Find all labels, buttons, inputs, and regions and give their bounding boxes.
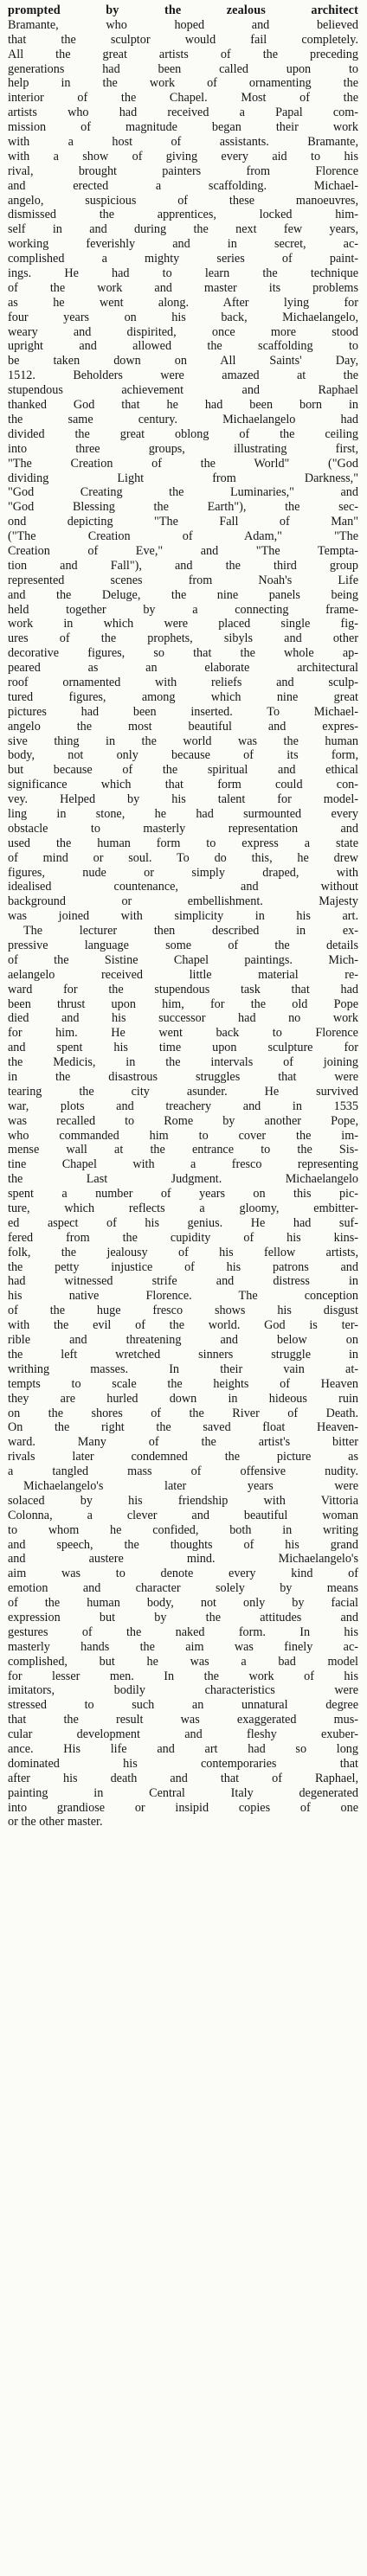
article-line: dominated his contemporaries that xyxy=(8,1756,358,1771)
article-line: thanked God that he had been born in xyxy=(8,398,358,413)
article-line: significance which that form could con- xyxy=(8,778,358,792)
article-line: in the disastrous struggles that were xyxy=(8,1070,358,1085)
article-line: of the work and master its problems xyxy=(8,280,358,295)
article-line: the same century. Michaelangelo had xyxy=(8,412,358,426)
article-line: had witnessed strife and distress in xyxy=(8,1274,358,1289)
article-line: pictures had been inserted. To Michael- xyxy=(8,704,358,719)
article-line: divided the great oblong of the ceiling xyxy=(8,426,358,441)
article-line: of the human body, not only by facial xyxy=(8,1596,358,1611)
article-line: a tangled mass of offensive nudity. xyxy=(8,1464,358,1479)
article-line: imitators, bodily characteristics were xyxy=(8,1683,358,1698)
article-line: tine Chapel with a fresco representing xyxy=(8,1157,358,1172)
article-line: roof ornamented with reliefs and sculp- xyxy=(8,675,358,689)
article-line: and austere mind. Michaelangelo's xyxy=(8,1552,358,1567)
article-line: angelo the most beautiful and expres- xyxy=(8,719,358,734)
article-line: but because of the spiritual and ethical xyxy=(8,763,358,778)
article-line: ling in stone, he had surmounted every xyxy=(8,806,358,821)
article-line: pressive language some of the details xyxy=(8,939,358,952)
article-line: angelo, suspicious of these manoeuvres, xyxy=(8,193,358,208)
article-line: Michaelangelo's later years were xyxy=(23,1478,358,1493)
article-line: with a show of giving every aid to his xyxy=(8,149,358,163)
article-line: spent a number of years on this pic- xyxy=(8,1187,358,1201)
article-line: dismissed the apprentices, locked him- xyxy=(8,208,358,222)
article-line: idealised countenance, and without xyxy=(8,880,358,894)
article-line: upright and allowed the scaffolding to xyxy=(8,339,358,354)
article-line: after his death and that of Raphael, xyxy=(8,1771,358,1785)
article-line: dividing Light from Darkness," xyxy=(8,471,358,485)
article-line: with the evil of the world. God is ter- xyxy=(8,1318,358,1333)
article-line: represented scenes from Noah's Life xyxy=(8,573,358,587)
article-line: mense wall at the entrance to the Sis- xyxy=(8,1143,358,1157)
article-line: rival, brought painters from Florence xyxy=(8,163,358,178)
article-line: who commanded him to cover the im- xyxy=(8,1128,358,1143)
article-line: tured figures, among which nine great xyxy=(8,689,358,704)
article-line: solaced by his friendship with Vittoria xyxy=(8,1493,358,1508)
article-line: or the other master. xyxy=(8,1815,103,1829)
article-line: for lesser men. In the work of his xyxy=(8,1669,358,1683)
article-line: The lecturer then described in ex- xyxy=(23,924,358,939)
article-line: rivals later condemned the picture as xyxy=(8,1450,358,1464)
article-line: on the shores of the River of Death. xyxy=(8,1406,358,1420)
article-line: painting in Central Italy degenerated xyxy=(8,1785,358,1800)
article-line: On the right the saved float Heaven- xyxy=(8,1420,358,1435)
article-line: his native Florence. The conception xyxy=(8,1289,358,1304)
article-line: for him. He went back to Florence xyxy=(8,1026,358,1041)
article-line: and erected a scaffolding. Michael- xyxy=(8,178,358,193)
article-line: of mind or soul. To do this, he drew xyxy=(8,850,358,865)
article-line: as he went along. After lying for xyxy=(8,295,358,310)
article-line: that the result was exaggerated mus- xyxy=(8,1713,358,1727)
article-line: prompted by the zealous architect xyxy=(8,3,358,17)
article-line: they are hurled down in hideous ruin xyxy=(8,1391,358,1406)
article-line: ture, which reflects a gloomy, embitter- xyxy=(8,1201,358,1216)
article-line: self in and during the next few years, xyxy=(8,222,358,237)
article-line: tion and Fall"), and the third group xyxy=(8,558,358,573)
article-line: "The Creation of the World" ("God xyxy=(8,456,358,471)
article-line: the Medicis, in the intervals of joining xyxy=(8,1055,358,1070)
article-line: peared as an elaborate architectural xyxy=(8,661,358,676)
article-line: help in the work of ornamenting the xyxy=(8,76,358,91)
article-line: weary and dispirited, once more stood xyxy=(8,324,358,339)
article-line: was recalled to Rome by another Pope, xyxy=(8,1113,358,1128)
article-line: working feverishly and in secret, ac- xyxy=(8,237,358,252)
article-line: ed aspect of his genius. He had suf- xyxy=(8,1215,358,1230)
article-line: complished, but he was a bad model xyxy=(8,1654,358,1669)
article-line: been thrust upon him, for the old Pope xyxy=(8,996,358,1011)
article-line: vey. Helped by his talent for model- xyxy=(8,792,358,807)
article-line: ("The Creation of Adam," "The xyxy=(8,529,358,544)
article-line: and speech, the thoughts of his grand xyxy=(8,1537,358,1552)
article-line: stupendous achievement and Raphael xyxy=(8,383,358,398)
article-line: writhing masses. In their vain at- xyxy=(8,1362,358,1376)
article-line: folk, the jealousy of his fellow artists, xyxy=(8,1245,358,1259)
article-line: Bramante, who hoped and believed xyxy=(8,17,358,32)
article-line: rible and threatening and below on xyxy=(8,1333,358,1348)
article-line: "God Creating the Luminaries," and xyxy=(8,485,358,500)
article-line: 1512. Beholders were amazed at the xyxy=(8,368,358,383)
article-line: fered from the cupidity of his kins- xyxy=(8,1230,358,1245)
article-line: artists who had received a Papal com- xyxy=(8,106,358,120)
article-line: ings. He had to learn the technique xyxy=(8,266,358,281)
article-line: died and his successor had no work xyxy=(8,1011,358,1026)
article-line: ures of the prophets, sibyls and other xyxy=(8,631,358,646)
article-line: work in which were placed single fig- xyxy=(8,617,358,631)
article-line: aelangelo received little material re- xyxy=(8,967,358,982)
article-line: the left wretched sinners struggle in xyxy=(8,1347,358,1362)
article-line: interior of the Chapel. Most of the xyxy=(8,91,358,106)
article-line: mission of magnitude began their work xyxy=(8,120,358,135)
article-line: complished a mighty series of paint- xyxy=(8,252,358,266)
article-line: be taken down on All Saints' Day, xyxy=(8,354,358,368)
article-line: ance. His life and art had so long xyxy=(8,1741,358,1756)
article-line: body, not only because of its form, xyxy=(8,748,358,763)
article-line: gestures of the naked form. In his xyxy=(8,1624,358,1639)
article-line: used the human form to express a state xyxy=(8,836,358,850)
article-line: and spent his time upon sculpture for xyxy=(8,1041,358,1055)
article-line: four years on his back, Michaelangelo, xyxy=(8,310,358,324)
article-line: decorative figures, so that the whole ap- xyxy=(8,646,358,661)
article-line: sive thing in the world was the human xyxy=(8,734,358,748)
article-line: generations had been called upon to xyxy=(8,61,358,76)
article-line: Colonna, a clever and beautiful woman xyxy=(8,1508,358,1522)
article-line: tempts to scale the heights of Heaven xyxy=(8,1376,358,1391)
article-line: held together by a connecting frame- xyxy=(8,602,358,617)
article-line: with a host of assistants. Bramante, xyxy=(8,135,358,150)
article-line: and the Deluge, the nine panels being xyxy=(8,587,358,602)
article-line: emotion and character solely by means xyxy=(8,1581,358,1596)
article-line: background or embellishment. Majesty xyxy=(8,894,358,909)
article-column xyxy=(8,3,358,1829)
article-line: of the huge fresco shows his disgust xyxy=(8,1304,358,1318)
article-line: obstacle to masterly representation and xyxy=(8,821,358,836)
article-line: expression but by the attitudes and xyxy=(8,1610,358,1624)
article-line: tearing the city asunder. He survived xyxy=(8,1084,358,1099)
article-line: into three groups, illustrating first, xyxy=(8,441,358,456)
article-line: was joined with simplicity in his art. xyxy=(8,909,358,924)
article-line: the petty injustice of his patrons and xyxy=(8,1259,358,1274)
article-line: aim was to denote every kind of xyxy=(8,1567,358,1581)
article-line: of the Sistine Chapel paintings. Mich- xyxy=(8,952,358,967)
article-line: masterly hands the aim was finely ac- xyxy=(8,1639,358,1654)
article-line: that the sculptor would fail completely. xyxy=(8,32,358,47)
article-line: ond depicting "The Fall of Man" xyxy=(8,515,358,529)
article-line: Creation of Eve," and "The Tempta- xyxy=(8,543,358,558)
article-line: the Last Judgment. Michaelangelo xyxy=(8,1172,358,1187)
article-line: stressed to such an unnatural degree xyxy=(8,1698,358,1713)
article-line: "God Blessing the Earth"), the sec- xyxy=(8,500,358,515)
article-line: figures, nude or simply draped, with xyxy=(8,865,358,880)
article-line: war, plots and treachery and in 1535 xyxy=(8,1099,358,1113)
article-line: All the great artists of the preceding xyxy=(8,47,358,61)
article-line: into grandiose or insipid copies of one xyxy=(8,1800,358,1815)
article-line: cular development and fleshy exuber- xyxy=(8,1727,358,1742)
article-line: ward. Many of the artist's bitter xyxy=(8,1435,358,1450)
article-line: to whom he confided, both in writing xyxy=(8,1522,358,1537)
article-line: ward for the stupendous task that had xyxy=(8,982,358,996)
